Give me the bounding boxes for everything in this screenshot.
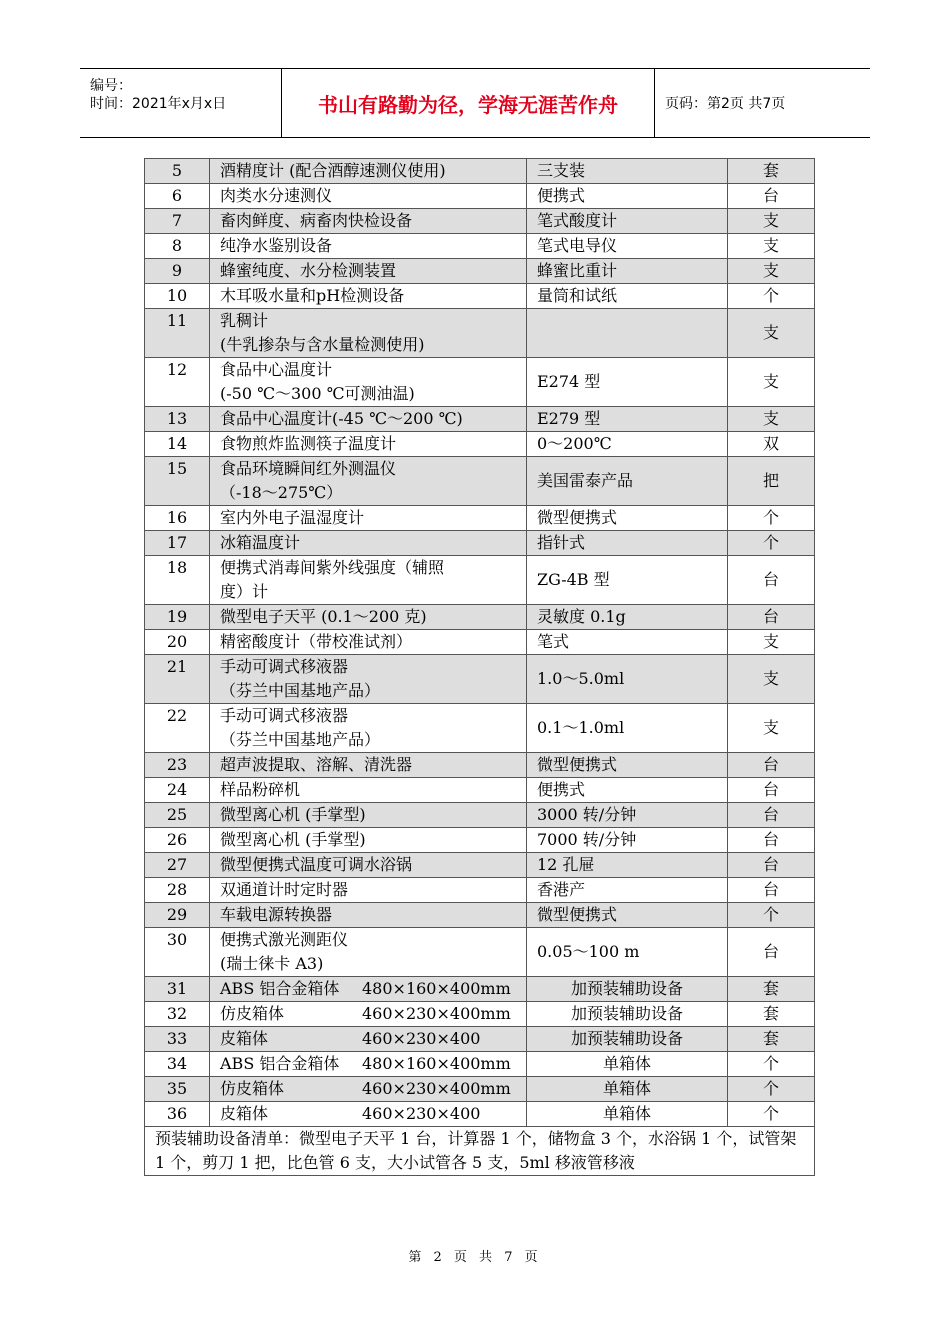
item-name-line: 手动可调式移液器	[220, 706, 349, 725]
table-row	[145, 531, 815, 556]
row-number: 8	[145, 234, 210, 259]
equipment-table	[144, 158, 815, 1176]
item-name-line: 肉类水分速测仪	[220, 186, 333, 205]
item-name	[210, 630, 527, 655]
row-number: 19	[145, 605, 210, 630]
table-row	[145, 803, 815, 828]
item-name	[210, 1077, 527, 1102]
row-number: 36	[145, 1102, 210, 1127]
item-name-line: 木耳吸水量和pH检测设备	[220, 286, 405, 305]
table-row	[145, 284, 815, 309]
item-name	[210, 184, 527, 209]
table-row	[145, 878, 815, 903]
item-name	[210, 432, 527, 457]
row-number: 24	[145, 778, 210, 803]
item-name	[210, 655, 527, 704]
item-spec: 单箱体	[527, 1077, 728, 1102]
item-name-line: （芬兰中国基地产品）	[220, 730, 381, 749]
item-spec: 灵敏度 0.1g	[527, 605, 728, 630]
item-name-line: (牛乳掺杂与含水量检测使用)	[220, 335, 425, 354]
item-dimensions: 460×230×400mm	[362, 1079, 511, 1098]
item-name	[210, 1002, 527, 1027]
item-name-line: 微型电子天平 (0.1～200 克)	[220, 607, 427, 626]
item-spec: 便携式	[527, 778, 728, 803]
row-number: 17	[145, 531, 210, 556]
header-divider	[654, 69, 655, 137]
item-unit: 套	[728, 977, 815, 1002]
table-row	[145, 828, 815, 853]
item-spec: 微型便携式	[527, 903, 728, 928]
item-name	[210, 878, 527, 903]
item-spec: 加预装辅助设备	[527, 977, 728, 1002]
header-page-code: 页码：第2页 共7页	[665, 96, 786, 112]
item-name-line: 室内外电子温湿度计	[220, 508, 365, 527]
item-name	[210, 1052, 527, 1077]
item-unit: 套	[728, 1002, 815, 1027]
row-number: 20	[145, 630, 210, 655]
item-name	[210, 556, 527, 605]
item-name-line: 微型离心机 (手掌型)	[220, 805, 366, 824]
item-unit: 台	[728, 556, 815, 605]
item-name	[210, 753, 527, 778]
item-spec: 0.1～1.0ml	[527, 704, 728, 753]
item-spec: E274 型	[527, 358, 728, 407]
item-name-line: 微型便携式温度可调水浴锅	[220, 855, 413, 874]
row-number: 30	[145, 928, 210, 977]
item-unit: 个	[728, 506, 815, 531]
item-spec: 微型便携式	[527, 753, 728, 778]
item-name-line: 酒精度计 (配合酒醇速测仪使用)	[220, 161, 446, 180]
item-spec: 0～200℃	[527, 432, 728, 457]
item-spec: 蜂蜜比重计	[527, 259, 728, 284]
item-spec: 微型便携式	[527, 506, 728, 531]
item-unit: 个	[728, 531, 815, 556]
row-number: 34	[145, 1052, 210, 1077]
item-name	[210, 407, 527, 432]
item-name	[210, 531, 527, 556]
row-number: 15	[145, 457, 210, 506]
item-name	[210, 803, 527, 828]
item-name-box: 仿皮箱体	[220, 1004, 285, 1023]
table-row	[145, 407, 815, 432]
page-footer: 第 2 页 共 7 页	[408, 1250, 542, 1265]
item-unit: 个	[728, 903, 815, 928]
item-unit: 支	[728, 358, 815, 407]
equipment-table-body	[145, 159, 815, 1127]
item-unit: 台	[728, 928, 815, 977]
item-unit: 支	[728, 407, 815, 432]
table-row	[145, 903, 815, 928]
item-name-line: 微型离心机 (手掌型)	[220, 830, 366, 849]
table-row	[145, 778, 815, 803]
item-spec: 3000 转/分钟	[527, 803, 728, 828]
item-name	[210, 159, 527, 184]
row-number: 5	[145, 159, 210, 184]
item-unit: 支	[728, 704, 815, 753]
item-unit: 个	[728, 1077, 815, 1102]
item-spec: 0.05～100 m	[527, 928, 728, 977]
doc-number-label: 编号：	[90, 78, 132, 94]
item-name-line: （芬兰中国基地产品）	[220, 681, 381, 700]
item-spec: 便携式	[527, 184, 728, 209]
item-dimensions: 460×230×400	[362, 1029, 481, 1048]
item-spec: 美国雷泰产品	[527, 457, 728, 506]
table-row	[145, 457, 815, 506]
item-name	[210, 903, 527, 928]
item-unit: 台	[728, 853, 815, 878]
item-name	[210, 828, 527, 853]
equipment-footnote: 预装辅助设备清单：微型电子天平 1 台，计算器 1 个，储物盒 3 个，水浴锅 1 个，试管架 1 个，剪刀 1 把，比色管 6 支，大小试管各 5 支，5ml 移液管移液	[145, 1127, 815, 1176]
item-unit: 支	[728, 209, 815, 234]
row-number: 29	[145, 903, 210, 928]
header-meta	[80, 69, 280, 137]
item-unit: 台	[728, 803, 815, 828]
item-spec: 香港产	[527, 878, 728, 903]
item-name	[210, 605, 527, 630]
item-spec: 1.0～5.0ml	[527, 655, 728, 704]
item-name-line: 食品中心温度计	[220, 360, 333, 379]
footnote-row	[145, 1127, 815, 1176]
header-motto: 书山有路勤为径，学海无涯苦作舟	[318, 92, 618, 117]
row-number: 13	[145, 407, 210, 432]
item-name-line: 便携式消毒间紫外线强度（辅照	[220, 558, 445, 577]
table-row	[145, 928, 815, 977]
table-row	[145, 556, 815, 605]
item-spec: 加预装辅助设备	[527, 1002, 728, 1027]
item-spec: 笔式酸度计	[527, 209, 728, 234]
item-name-line: 纯净水鉴别设备	[220, 236, 333, 255]
item-unit: 支	[728, 234, 815, 259]
table-row	[145, 630, 815, 655]
item-dimensions: 460×230×400	[362, 1104, 481, 1123]
item-name-line: 食品环境瞬间红外测温仪	[220, 459, 397, 478]
item-name-box: ABS 铝合金箱体	[220, 979, 340, 998]
item-unit: 台	[728, 605, 815, 630]
row-number: 11	[145, 309, 210, 358]
row-number: 6	[145, 184, 210, 209]
item-unit: 台	[728, 878, 815, 903]
row-number: 27	[145, 853, 210, 878]
row-number: 9	[145, 259, 210, 284]
table-row	[145, 506, 815, 531]
table-row	[145, 977, 815, 1002]
item-unit: 台	[728, 753, 815, 778]
item-spec: 三支装	[527, 159, 728, 184]
item-name-box: ABS 铝合金箱体	[220, 1054, 340, 1073]
item-name	[210, 358, 527, 407]
item-name	[210, 1102, 527, 1127]
item-name-line: 样品粉碎机	[220, 780, 301, 799]
item-name-line: (-50 ℃～300 ℃可测油温)	[220, 384, 415, 403]
table-row	[145, 655, 815, 704]
item-spec: 12 孔屉	[527, 853, 728, 878]
table-row	[145, 234, 815, 259]
item-name-line: （-18～275℃）	[220, 483, 343, 502]
item-name-box: 皮箱体	[220, 1104, 269, 1123]
row-number: 32	[145, 1002, 210, 1027]
item-unit: 个	[728, 1052, 815, 1077]
item-spec: 7000 转/分钟	[527, 828, 728, 853]
table-row	[145, 1052, 815, 1077]
item-name-line: 蜂蜜纯度、水分检测装置	[220, 261, 397, 280]
item-spec: 笔式	[527, 630, 728, 655]
item-name	[210, 853, 527, 878]
item-name-box: 皮箱体	[220, 1029, 269, 1048]
table-row	[145, 1002, 815, 1027]
table-row	[145, 704, 815, 753]
item-spec: 笔式电导仪	[527, 234, 728, 259]
item-unit: 双	[728, 432, 815, 457]
item-unit: 把	[728, 457, 815, 506]
row-number: 7	[145, 209, 210, 234]
table-row	[145, 753, 815, 778]
item-spec	[527, 309, 728, 358]
item-name	[210, 704, 527, 753]
item-unit: 台	[728, 828, 815, 853]
item-name-line: 食品中心温度计(-45 ℃～200 ℃)	[220, 409, 463, 428]
item-name	[210, 778, 527, 803]
row-number: 31	[145, 977, 210, 1002]
table-row	[145, 432, 815, 457]
table-row	[145, 1077, 815, 1102]
item-name	[210, 977, 527, 1002]
row-number: 26	[145, 828, 210, 853]
item-unit: 支	[728, 259, 815, 284]
item-spec: 量筒和试纸	[527, 284, 728, 309]
item-name-line: 手动可调式移液器	[220, 657, 349, 676]
item-name	[210, 506, 527, 531]
page-header	[80, 68, 870, 138]
item-unit: 支	[728, 630, 815, 655]
item-name	[210, 284, 527, 309]
table-row	[145, 1102, 815, 1127]
row-number: 33	[145, 1027, 210, 1052]
table-row	[145, 159, 815, 184]
item-name-line: 便携式激光测距仪	[220, 930, 349, 949]
row-number: 22	[145, 704, 210, 753]
item-spec: 单箱体	[527, 1052, 728, 1077]
item-unit: 个	[728, 1102, 815, 1127]
item-name-line: 超声波提取、溶解、清洗器	[220, 755, 413, 774]
row-number: 14	[145, 432, 210, 457]
item-name-line: 食物煎炸监测筷子温度计	[220, 434, 397, 453]
item-name	[210, 1027, 527, 1052]
item-unit: 台	[728, 184, 815, 209]
row-number: 16	[145, 506, 210, 531]
item-name-line: 畜肉鲜度、病畜肉快检设备	[220, 211, 413, 230]
item-spec: 单箱体	[527, 1102, 728, 1127]
row-number: 18	[145, 556, 210, 605]
table-row	[145, 358, 815, 407]
table-row	[145, 853, 815, 878]
item-name	[210, 457, 527, 506]
item-unit: 支	[728, 655, 815, 704]
row-number: 23	[145, 753, 210, 778]
item-name-line: 度）计	[220, 582, 269, 601]
item-unit: 支	[728, 309, 815, 358]
item-name-box: 仿皮箱体	[220, 1079, 285, 1098]
item-spec: ZG-4B 型	[527, 556, 728, 605]
item-spec: 指针式	[527, 531, 728, 556]
row-number: 35	[145, 1077, 210, 1102]
item-unit: 套	[728, 159, 815, 184]
item-name	[210, 234, 527, 259]
item-name-line: 双通道计时定时器	[220, 880, 349, 899]
row-number: 21	[145, 655, 210, 704]
row-number: 10	[145, 284, 210, 309]
item-spec: E279 型	[527, 407, 728, 432]
item-unit: 套	[728, 1027, 815, 1052]
row-number: 12	[145, 358, 210, 407]
table-row	[145, 184, 815, 209]
table-row	[145, 605, 815, 630]
row-number: 28	[145, 878, 210, 903]
table-row	[145, 309, 815, 358]
row-number: 25	[145, 803, 210, 828]
item-unit: 台	[728, 778, 815, 803]
doc-time-label: 时间：2021年x月x日	[90, 96, 227, 112]
item-spec: 加预装辅助设备	[527, 1027, 728, 1052]
item-name-line: 车载电源转换器	[220, 905, 333, 924]
table-row	[145, 1027, 815, 1052]
table-row	[145, 259, 815, 284]
item-unit: 个	[728, 284, 815, 309]
item-dimensions: 480×160×400mm	[362, 979, 511, 998]
item-dimensions: 460×230×400mm	[362, 1004, 511, 1023]
item-name	[210, 928, 527, 977]
item-name	[210, 309, 527, 358]
item-dimensions: 480×160×400mm	[362, 1054, 511, 1073]
item-name-line: (瑞士徕卡 A3)	[220, 954, 324, 973]
item-name-line: 精密酸度计（带校准试剂）	[220, 632, 413, 651]
item-name-line: 乳稠计	[220, 311, 269, 330]
item-name	[210, 209, 527, 234]
table-row	[145, 209, 815, 234]
item-name-line: 冰箱温度计	[220, 533, 301, 552]
item-name	[210, 259, 527, 284]
